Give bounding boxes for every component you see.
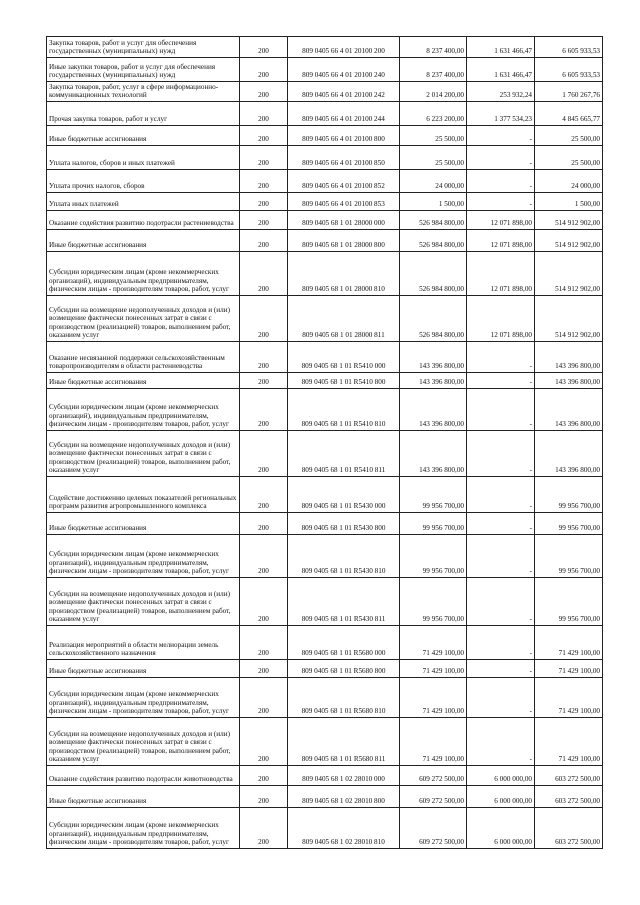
table-row — [47, 535, 603, 578]
budget-code-cell: 809 0405 68 1 01 R5410 000 — [288, 342, 400, 373]
row-name-cell: Иные бюджетные ассигнования — [47, 230, 240, 252]
row-name-cell: Иные бюджетные ассигнования — [47, 660, 240, 678]
line-code-cell: 200 — [240, 170, 288, 193]
approved-amount-cell: 143 396 800,00 — [400, 431, 467, 477]
line-code-cell: 200 — [240, 626, 288, 660]
row-name-cell: Прочая закупка товаров, работ и услуг — [47, 102, 240, 126]
approved-amount-cell: 609 272 500,00 — [400, 786, 467, 808]
approved-amount-cell: 2 014 200,00 — [400, 82, 467, 102]
budget-code-cell: 809 0405 68 1 01 R5410 800 — [288, 373, 400, 389]
budget-code-cell: 809 0405 68 1 01 R5410 810 — [288, 389, 400, 431]
line-code-cell: 200 — [240, 678, 288, 718]
executed-amount-cell: - — [467, 578, 535, 626]
line-code-cell: 200 — [240, 126, 288, 146]
executed-amount-cell: - — [467, 170, 535, 193]
table-row — [47, 126, 603, 146]
row-name-cell: Уплата налогов, сборов и иных платежей — [47, 146, 240, 170]
budget-code-cell: 809 0405 68 1 02 28010 810 — [288, 808, 400, 849]
remaining-amount-cell: 143 396 800,00 — [535, 373, 603, 389]
budget-code-cell: 809 0405 68 1 01 28000 800 — [288, 230, 400, 252]
executed-amount-cell: - — [467, 660, 535, 678]
remaining-amount-cell: 24 000,00 — [535, 170, 603, 193]
budget-code-cell: 809 0405 68 1 01 R5430 800 — [288, 513, 400, 535]
remaining-amount-cell: 71 429 100,00 — [535, 718, 603, 766]
approved-amount-cell: 99 956 700,00 — [400, 477, 467, 513]
approved-amount-cell: 526 984 800,00 — [400, 211, 467, 230]
line-code-cell: 200 — [240, 431, 288, 477]
row-name-cell: Оказание содействия развитию подотрасли растениеводства — [47, 211, 240, 230]
row-name-cell: Субсидии юридическим лицам (кроме некоммерческих организаций), индивидуальным предпринимателям, физическим лицам - производителям товаров, работ, услуг — [47, 678, 240, 718]
approved-amount-cell: 609 272 500,00 — [400, 766, 467, 786]
approved-amount-cell: 526 984 800,00 — [400, 230, 467, 252]
approved-amount-cell: 143 396 800,00 — [400, 373, 467, 389]
executed-amount-cell: - — [467, 146, 535, 170]
row-name-cell: Иные бюджетные ассигнования — [47, 513, 240, 535]
table-row — [47, 578, 603, 626]
approved-amount-cell: 71 429 100,00 — [400, 626, 467, 660]
budget-code-cell: 809 0405 66 4 01 20100 853 — [288, 193, 400, 211]
table-row — [47, 230, 603, 252]
remaining-amount-cell: 99 956 700,00 — [535, 535, 603, 578]
approved-amount-cell: 99 956 700,00 — [400, 513, 467, 535]
table-row — [47, 102, 603, 126]
remaining-amount-cell: 25 500,00 — [535, 146, 603, 170]
approved-amount-cell: 8 237 400,00 — [400, 37, 467, 58]
remaining-amount-cell: 71 429 100,00 — [535, 660, 603, 678]
budget-code-cell: 809 0405 68 1 01 R5680 000 — [288, 626, 400, 660]
line-code-cell: 200 — [240, 58, 288, 82]
table-row — [47, 660, 603, 678]
remaining-amount-cell: 99 956 700,00 — [535, 578, 603, 626]
approved-amount-cell: 1 500,00 — [400, 193, 467, 211]
line-code-cell: 200 — [240, 660, 288, 678]
row-name-cell: Уплата иных платежей — [47, 193, 240, 211]
line-code-cell: 200 — [240, 513, 288, 535]
remaining-amount-cell: 71 429 100,00 — [535, 678, 603, 718]
line-code-cell: 200 — [240, 296, 288, 342]
line-code-cell: 200 — [240, 808, 288, 849]
approved-amount-cell: 25 500,00 — [400, 146, 467, 170]
table-row — [47, 513, 603, 535]
budget-code-cell: 809 0405 66 4 01 20100 850 — [288, 146, 400, 170]
table-row — [47, 678, 603, 718]
executed-amount-cell: 12 071 898,00 — [467, 211, 535, 230]
table-row — [47, 373, 603, 389]
approved-amount-cell: 526 984 800,00 — [400, 252, 467, 296]
row-name-cell: Содействие достижению целевых показателей региональных программ развития агропромышленного комплекса — [47, 477, 240, 513]
approved-amount-cell: 526 984 800,00 — [400, 296, 467, 342]
approved-amount-cell: 71 429 100,00 — [400, 718, 467, 766]
line-code-cell: 200 — [240, 389, 288, 431]
table-row — [47, 766, 603, 786]
budget-code-cell: 809 0405 68 1 02 28010 800 — [288, 786, 400, 808]
budget-code-cell: 809 0405 68 1 01 28000 810 — [288, 252, 400, 296]
approved-amount-cell: 8 237 400,00 — [400, 58, 467, 82]
line-code-cell: 200 — [240, 146, 288, 170]
executed-amount-cell: 6 000 000,00 — [467, 808, 535, 849]
table-row — [47, 477, 603, 513]
line-code-cell: 200 — [240, 102, 288, 126]
row-name-cell: Субсидии юридическим лицам (кроме некоммерческих организаций), индивидуальным предпринимателям, физическим лицам - производителям товаров, работ, услуг — [47, 389, 240, 431]
line-code-cell: 200 — [240, 211, 288, 230]
budget-code-cell: 809 0405 68 1 01 R5680 811 — [288, 718, 400, 766]
row-name-cell: Субсидии на возмещение недополученных доходов и (или) возмещение фактически понесенных затрат в связи с производством (реализацией) товаров, выполнением работ, оказанием услуг — [47, 578, 240, 626]
row-name-cell: Субсидии юридическим лицам (кроме некоммерческих организаций), индивидуальным предпринимателям, физическим лицам - производителям товаров, работ, услуг — [47, 252, 240, 296]
row-name-cell: Закупка товаров, работ и услуг для обеспечения государственных (муниципальных) нужд — [47, 37, 240, 58]
table-row — [47, 146, 603, 170]
row-name-cell: Субсидии на возмещение недополученных доходов и (или) возмещение фактически понесенных затрат в связи с производством (реализацией) товаров, выполнением работ, оказанием услуг — [47, 296, 240, 342]
row-name-cell: Субсидии юридическим лицам (кроме некоммерческих организаций), индивидуальным предпринимателям, физическим лицам - производителям товаров, работ, услуг — [47, 535, 240, 578]
remaining-amount-cell: 99 956 700,00 — [535, 513, 603, 535]
table-row — [47, 170, 603, 193]
remaining-amount-cell: 71 429 100,00 — [535, 626, 603, 660]
budget-execution-table — [46, 36, 603, 849]
executed-amount-cell: 12 071 898,00 — [467, 252, 535, 296]
table-row — [47, 626, 603, 660]
table-row — [47, 211, 603, 230]
executed-amount-cell: 6 000 000,00 — [467, 766, 535, 786]
budget-code-cell: 809 0405 68 1 02 28010 000 — [288, 766, 400, 786]
remaining-amount-cell: 514 912 902,00 — [535, 296, 603, 342]
table-row — [47, 431, 603, 477]
table-row — [47, 786, 603, 808]
remaining-amount-cell: 1 760 267,76 — [535, 82, 603, 102]
executed-amount-cell: - — [467, 431, 535, 477]
budget-code-cell: 809 0405 68 1 01 R5680 810 — [288, 678, 400, 718]
budget-code-cell: 809 0405 68 1 01 28000 000 — [288, 211, 400, 230]
table-row — [47, 389, 603, 431]
table-body — [47, 37, 603, 849]
executed-amount-cell: - — [467, 373, 535, 389]
row-name-cell: Иные бюджетные ассигнования — [47, 786, 240, 808]
approved-amount-cell: 609 272 500,00 — [400, 808, 467, 849]
remaining-amount-cell: 6 605 933,53 — [535, 58, 603, 82]
table-row — [47, 193, 603, 211]
executed-amount-cell: 1 377 534,23 — [467, 102, 535, 126]
remaining-amount-cell: 25 500,00 — [535, 126, 603, 146]
row-name-cell: Оказание несвязанной поддержки сельскохозяйственным товаропроизводителям в области растениеводства — [47, 342, 240, 373]
budget-code-cell: 809 0405 68 1 01 R5410 811 — [288, 431, 400, 477]
table-row — [47, 718, 603, 766]
approved-amount-cell: 99 956 700,00 — [400, 535, 467, 578]
line-code-cell: 200 — [240, 252, 288, 296]
budget-code-cell: 809 0405 66 4 01 20100 200 — [288, 37, 400, 58]
approved-amount-cell: 143 396 800,00 — [400, 342, 467, 373]
budget-code-cell: 809 0405 66 4 01 20100 852 — [288, 170, 400, 193]
line-code-cell: 200 — [240, 578, 288, 626]
line-code-cell: 200 — [240, 766, 288, 786]
row-name-cell: Субсидии на возмещение недополученных доходов и (или) возмещение фактически понесенных затрат в связи с производством (реализацией) товаров, выполнением работ, оказанием услуг — [47, 718, 240, 766]
table-row — [47, 252, 603, 296]
executed-amount-cell: 12 071 898,00 — [467, 296, 535, 342]
row-name-cell: Закупка товаров, работ, услуг в сфере информационно-коммуникационных технологий — [47, 82, 240, 102]
line-code-cell: 200 — [240, 535, 288, 578]
line-code-cell: 200 — [240, 477, 288, 513]
approved-amount-cell: 25 500,00 — [400, 126, 467, 146]
executed-amount-cell: - — [467, 342, 535, 373]
remaining-amount-cell: 514 912 902,00 — [535, 252, 603, 296]
remaining-amount-cell: 514 912 902,00 — [535, 230, 603, 252]
budget-code-cell: 809 0405 68 1 01 R5430 810 — [288, 535, 400, 578]
executed-amount-cell: - — [467, 535, 535, 578]
approved-amount-cell: 99 956 700,00 — [400, 578, 467, 626]
approved-amount-cell: 24 000,00 — [400, 170, 467, 193]
executed-amount-cell: - — [467, 126, 535, 146]
budget-code-cell: 809 0405 68 1 01 R5680 800 — [288, 660, 400, 678]
table-row — [47, 82, 603, 102]
row-name-cell: Уплата прочих налогов, сборов — [47, 170, 240, 193]
remaining-amount-cell: 603 272 500,00 — [535, 766, 603, 786]
line-code-cell: 200 — [240, 193, 288, 211]
budget-code-cell: 809 0405 68 1 01 R5430 811 — [288, 578, 400, 626]
table-row — [47, 296, 603, 342]
remaining-amount-cell: 1 500,00 — [535, 193, 603, 211]
table-row — [47, 342, 603, 373]
executed-amount-cell: 6 000 000,00 — [467, 786, 535, 808]
row-name-cell: Иные бюджетные ассигнования — [47, 373, 240, 389]
executed-amount-cell: - — [467, 678, 535, 718]
budget-code-cell: 809 0405 66 4 01 20100 244 — [288, 102, 400, 126]
line-code-cell: 200 — [240, 82, 288, 102]
approved-amount-cell: 6 223 200,00 — [400, 102, 467, 126]
row-name-cell: Оказание содействия развитию подотрасли животноводства — [47, 766, 240, 786]
remaining-amount-cell: 603 272 500,00 — [535, 786, 603, 808]
executed-amount-cell: 12 071 898,00 — [467, 230, 535, 252]
line-code-cell: 200 — [240, 230, 288, 252]
budget-code-cell: 809 0405 66 4 01 20100 240 — [288, 58, 400, 82]
remaining-amount-cell: 143 396 800,00 — [535, 342, 603, 373]
executed-amount-cell: - — [467, 626, 535, 660]
row-name-cell: Иные бюджетные ассигнования — [47, 126, 240, 146]
row-name-cell: Субсидии на возмещение недополученных доходов и (или) возмещение фактически понесенных затрат в связи с производством (реализацией) товаров, выполнением работ, оказанием услуг — [47, 431, 240, 477]
approved-amount-cell: 71 429 100,00 — [400, 660, 467, 678]
row-name-cell: Иные закупки товаров, работ и услуг для обеспечения государственных (муниципальных) нужд — [47, 58, 240, 82]
table-row — [47, 58, 603, 82]
line-code-cell: 200 — [240, 373, 288, 389]
remaining-amount-cell: 603 272 500,00 — [535, 808, 603, 849]
remaining-amount-cell: 4 845 665,77 — [535, 102, 603, 126]
row-name-cell: Реализация мероприятий в области мелиорации земель сельскохозяйственного назначения — [47, 626, 240, 660]
budget-code-cell: 809 0405 66 4 01 20100 800 — [288, 126, 400, 146]
approved-amount-cell: 71 429 100,00 — [400, 678, 467, 718]
table-row — [47, 37, 603, 58]
line-code-cell: 200 — [240, 786, 288, 808]
line-code-cell: 200 — [240, 718, 288, 766]
executed-amount-cell: - — [467, 477, 535, 513]
budget-code-cell: 809 0405 66 4 01 20100 242 — [288, 82, 400, 102]
remaining-amount-cell: 6 605 933,53 — [535, 37, 603, 58]
approved-amount-cell: 143 396 800,00 — [400, 389, 467, 431]
remaining-amount-cell: 99 956 700,00 — [535, 477, 603, 513]
row-name-cell: Субсидии юридическим лицам (кроме некоммерческих организаций), индивидуальным предпринимателям, физическим лицам - производителям товаров, работ, услуг — [47, 808, 240, 849]
executed-amount-cell: - — [467, 718, 535, 766]
budget-code-cell: 809 0405 68 1 01 28000 811 — [288, 296, 400, 342]
executed-amount-cell: 1 631 466,47 — [467, 37, 535, 58]
executed-amount-cell: 1 631 466,47 — [467, 58, 535, 82]
executed-amount-cell: 253 932,24 — [467, 82, 535, 102]
executed-amount-cell: - — [467, 513, 535, 535]
executed-amount-cell: - — [467, 389, 535, 431]
budget-code-cell: 809 0405 68 1 01 R5430 000 — [288, 477, 400, 513]
executed-amount-cell: - — [467, 193, 535, 211]
remaining-amount-cell: 143 396 800,00 — [535, 389, 603, 431]
remaining-amount-cell: 143 396 800,00 — [535, 431, 603, 477]
table-row — [47, 808, 603, 849]
line-code-cell: 200 — [240, 342, 288, 373]
line-code-cell: 200 — [240, 37, 288, 58]
remaining-amount-cell: 514 912 902,00 — [535, 211, 603, 230]
